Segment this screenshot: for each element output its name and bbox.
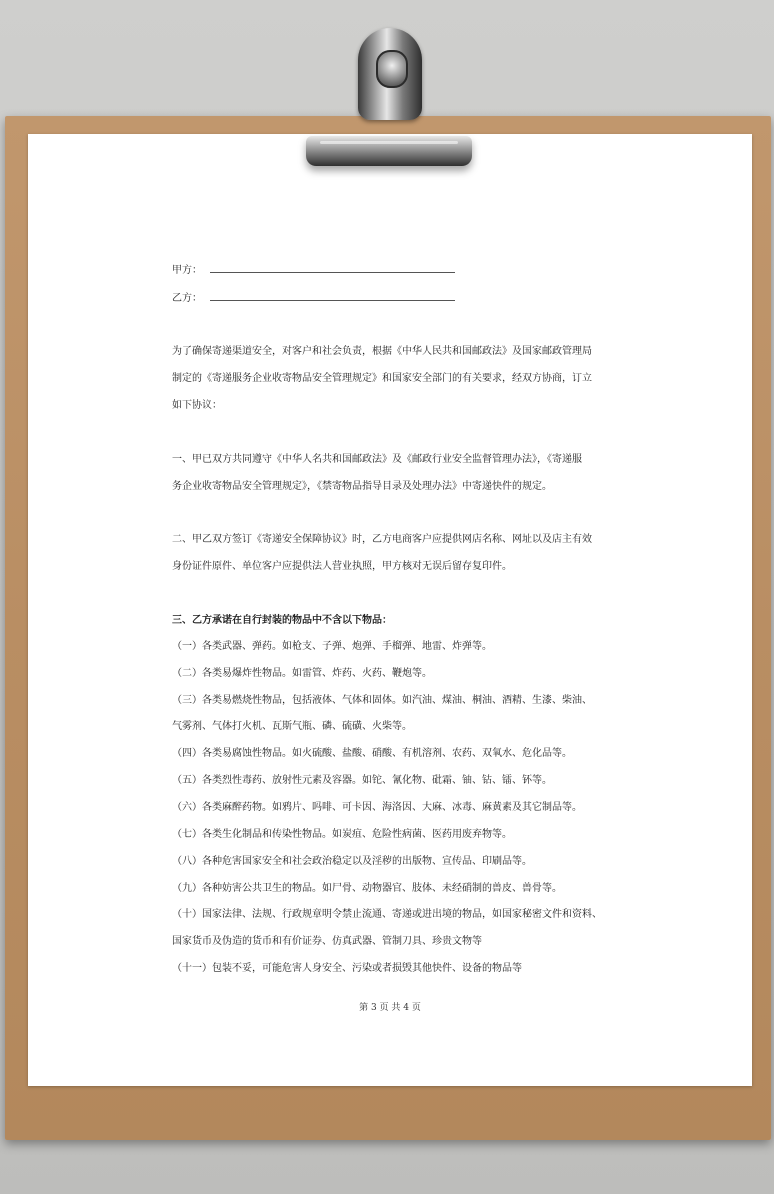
clause1-line: 务企业收寄物品安全管理规定》，《禁寄物品指导目录及处理办法》中寄递快件的规定。 xyxy=(172,481,552,492)
clause2-line: 二、甲乙双方签订《寄递安全保障协议》时，乙方电商客户应提供网店名称、网址以及店主有效 xyxy=(172,534,592,545)
clause2-line: 身份证件原件、单位客户应提供法人营业执照，甲方核对无误后留存复印件。 xyxy=(172,561,512,572)
clause1-line: 一、甲已双方共同遵守《中华人名共和国邮政法》及《邮政行业安全监督管理办法》，《寄递服 xyxy=(172,454,582,465)
item-line: （四）各类易腐蚀性物品。如火硫酸、盐酸、硝酸、有机溶剂、农药、双氧水、危化品等。 xyxy=(172,748,572,759)
item-line: （二）各类易爆炸性物品。如雷管、炸药、火药、鞭炮等。 xyxy=(172,668,432,679)
clip-base xyxy=(306,136,472,166)
item-line: （七）各类生化制品和传染性物品。如炭疽、危险性病菌、医药用废弃物等。 xyxy=(172,829,512,840)
item-line: （九）各种妨害公共卫生的物品。如尸骨、动物器官、肢体、未经硝制的兽皮、兽骨等。 xyxy=(172,883,562,894)
clip-hole xyxy=(376,50,408,88)
intro-line: 制定的《寄递服务企业收寄物品安全管理规定》和国家安全部门的有关要求，经双方协商，订立 xyxy=(172,373,592,384)
item-line: 气雾剂、气体打火机、瓦斯气瓶、磷、硫磺、火柴等。 xyxy=(172,721,412,732)
party-a-line xyxy=(172,264,455,278)
item-line: 国家货币及伪造的货币和有价证券、仿真武器、管制刀具、珍贵文物等 xyxy=(172,936,482,947)
item-line: （八）各种危害国家安全和社会政治稳定以及淫秽的出版物、宣传品、印刷品等。 xyxy=(172,856,532,867)
party-a-blank xyxy=(210,264,455,273)
party-a-label: 甲方： xyxy=(172,265,202,276)
item-line: （五）各类烈性毒药、放射性元素及容器。如铊、氰化物、砒霜、铀、钴、镭、钚等。 xyxy=(172,775,552,786)
item-line: （十）国家法律、法规、行政规章明令禁止流通、寄递或进出境的物品，如国家秘密文件和资料、 xyxy=(172,909,602,920)
page-number: 第 3 页 共 4 页 xyxy=(359,1003,421,1013)
item-line: （十一）包装不妥，可能危害人身安全、污染或者损毁其他快件、设备的物品等 xyxy=(172,963,522,974)
item-line: （一）各类武器、弹药。如枪支、子弹、炮弹、手榴弹、地雷、炸弹等。 xyxy=(172,641,492,652)
clause3-title: 三、乙方承诺在自行封装的物品中不含以下物品： xyxy=(172,615,392,626)
item-line: （六）各类麻醉药物。如鸦片、吗啡、可卡因、海洛因、大麻、冰毒、麻黄素及其它制品等。 xyxy=(172,802,582,813)
party-b-line xyxy=(172,292,455,306)
intro-line: 如下协议： xyxy=(172,400,222,411)
item-line: （三）各类易燃烧性物品，包括液体、气体和固体。如汽油、煤油、桐油、酒精、生漆、柴油、 xyxy=(172,695,592,706)
intro-line: 为了确保寄递渠道安全，对客户和社会负责，根据《中华人民共和国邮政法》及国家邮政管理局 xyxy=(172,346,592,357)
party-b-label: 乙方： xyxy=(172,293,202,304)
party-b-blank xyxy=(210,292,455,301)
